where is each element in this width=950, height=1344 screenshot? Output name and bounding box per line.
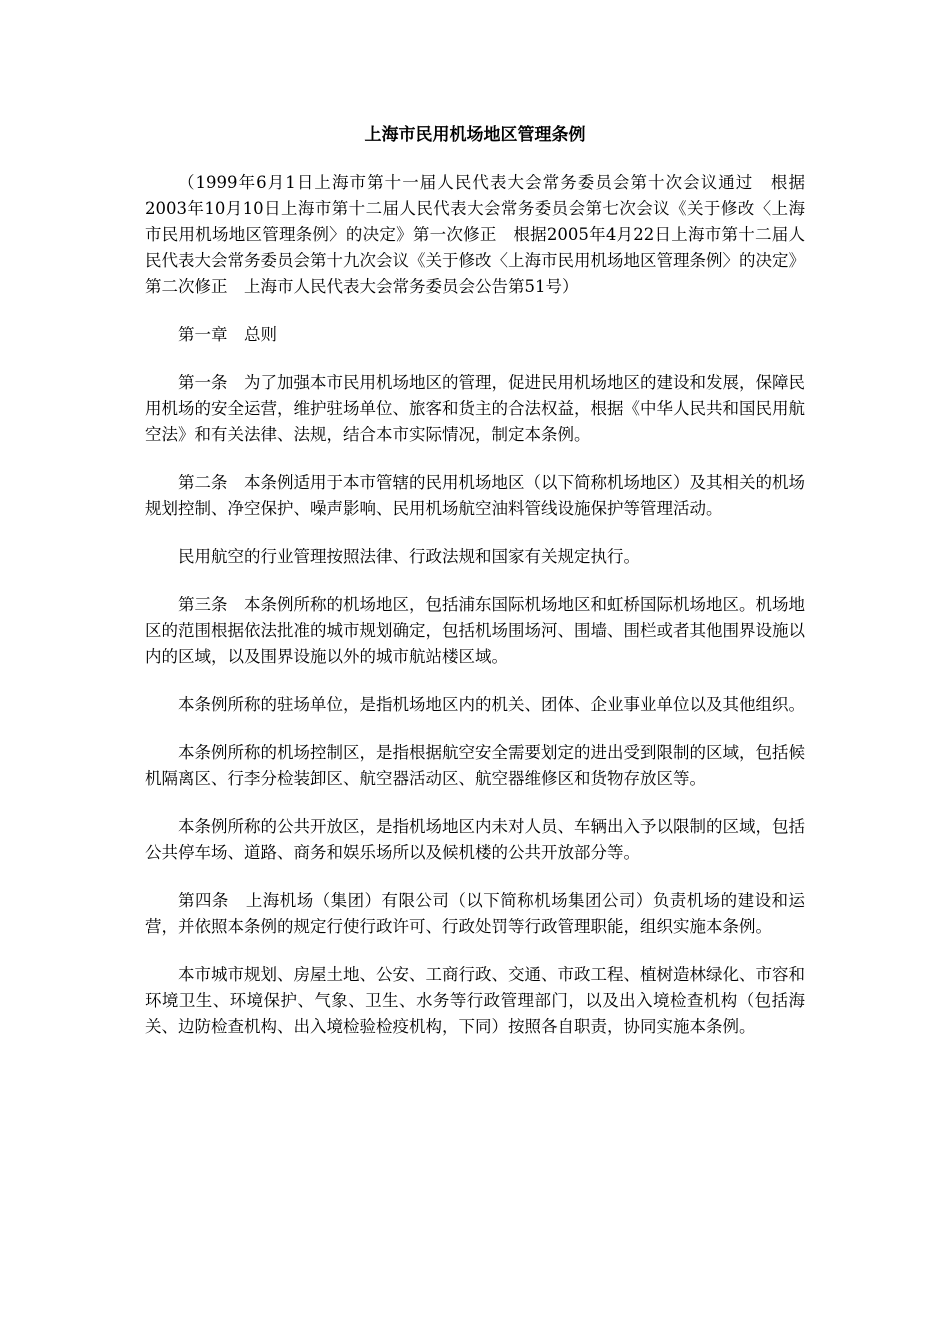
document-title: 上海市民用机场地区管理条例 [364, 125, 586, 145]
article-1: 第一条 为了加强本市民用机场地区的管理，促进民用机场地区的建设和发展，保障民用机场的安全运营，维护驻场单位、旅客和货主的合法权益，根据《中华人民共和国民用航空法》和有关法律、法规，结合本市实际情况，制定本条例。 [145, 373, 805, 444]
document-body [145, 122, 805, 1062]
article-3-clause-3: 本条例所称的机场控制区，是指根据航空安全需要划定的进出受到限制的区域，包括候机隔离区、行李分检装卸区、航空器活动区、航空器维修区和货物存放区等。 [145, 743, 805, 788]
chapter-heading: 第一章 总则 [178, 325, 277, 344]
preamble-note: （1999年6月1日上海市第十一届人民代表大会常务委员会第十次会议通过 根据2003年10月10日上海市第十二届人民代表大会常务委员会第七次会议《关于修改〈上海市民用机场地区管理条例〉的决定》第一次修正 根据2005年4月22日上海市第十二届人民代表大会常务委员会第十九次会议《关于修改〈上海市民用机场地区管理条例〉的决定》第二次修正 上海市人民代表大会常务委员会公告第51号） [145, 173, 805, 296]
article-3-clause-2: 本条例所称的驻场单位，是指机场地区内的机关、团体、企业事业单位以及其他组织。 [178, 695, 805, 714]
article-2-clause-2: 民用航空的行业管理按照法律、行政法规和国家有关规定执行。 [178, 547, 640, 566]
article-4: 第四条 上海机场（集团）有限公司（以下简称机场集团公司）负责机场的建设和运营，并依照本条例的规定行使行政许可、行政处罚等行政管理职能，组织实施本条例。 [145, 891, 805, 936]
article-3: 第三条 本条例所称的机场地区，包括浦东国际机场地区和虹桥国际机场地区。机场地区的范围根据依法批准的城市规划确定，包括机场围场河、围墙、围栏或者其他围界设施以内的区域，以及围界设施以外的城市航站楼区域。 [145, 595, 805, 666]
article-3-clause-4: 本条例所称的公共开放区，是指机场地区内未对人员、车辆出入予以限制的区域，包括公共停车场、道路、商务和娱乐场所以及候机楼的公共开放部分等。 [145, 817, 805, 862]
article-2: 第二条 本条例适用于本市管辖的民用机场地区（以下简称机场地区）及其相关的机场规划控制、净空保护、噪声影响、民用机场航空油料管线设施保护等管理活动。 [145, 473, 805, 518]
article-4-clause-2: 本市城市规划、房屋土地、公安、工商行政、交通、市政工程、植树造林绿化、市容和环境卫生、环境保护、气象、卫生、水务等行政管理部门，以及出入境检查机构（包括海关、边防检查机构、出入境检验检疫机构，下同）按照各自职责，协同实施本条例。 [145, 965, 805, 1036]
